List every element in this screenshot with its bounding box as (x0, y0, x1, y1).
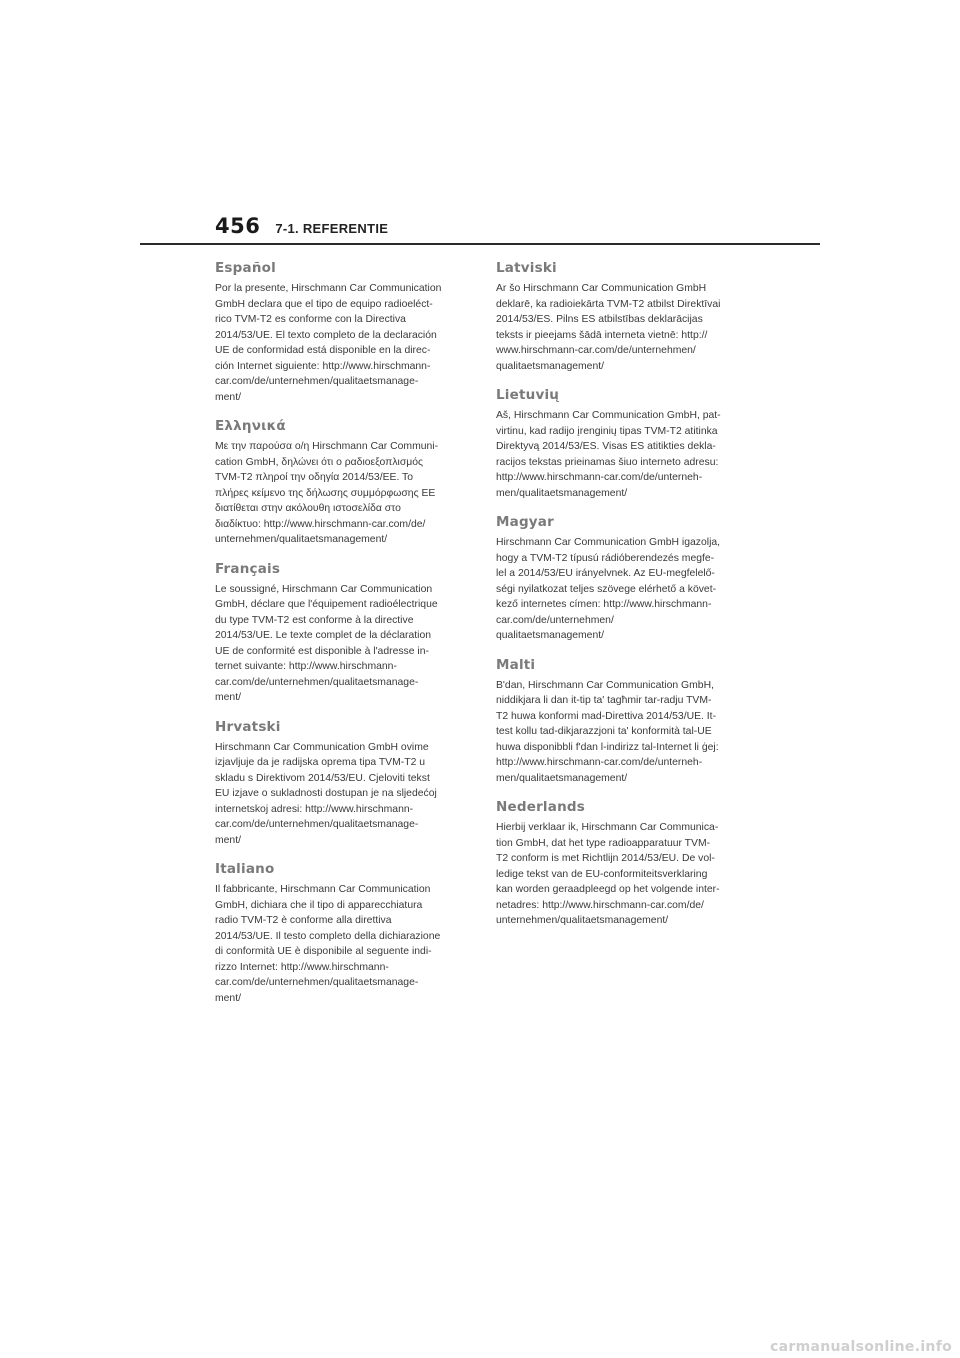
language-heading: Ελληνικά (215, 418, 286, 434)
left-column (215, 260, 465, 1019)
declaration-text: Με την παρούσα ο/η Hirschmann Car Communi- cation GmbH, δηλώνει ότι ο ραδιοεξοπλισμός TVM-T2 πληροί την οδηγία 2014/53/ΕΕ. Το πλήρες κείμενο της δήλωσης συμμόρφωσης ΕΕ διατίθεται στην ακόλουθη ιστοσελίδα στο διαδίκτυο: http://www.hirschmann-car.com/de/ unternehmen/qualitaetsmanagement/ (215, 441, 439, 545)
watermark: carmanualsonline.info (770, 1339, 952, 1355)
language-heading: Latviski (496, 260, 557, 276)
language-heading: Français (215, 560, 281, 577)
language-heading: Magyar (496, 514, 554, 530)
language-heading: Español (215, 260, 276, 276)
declaration-text: Hirschmann Car Communication GmbH ovime izjavljuje da je radijska oprema tipa TVM-T2 u skladu s Direktivom 2014/53/EU. Cjeloviti tekst EU izjave o sukladnosti dostupan je na sljedećoj internetskoj adresi: http://www.hirschmann- car.com/de/unternehmen/qualitaetsmanage- ment/ (215, 741, 437, 846)
language-block-mt (496, 657, 746, 787)
language-block-nl (496, 799, 746, 929)
language-block-hu (496, 514, 746, 644)
language-block-lt (496, 387, 746, 501)
language-heading: Italiano (215, 861, 275, 877)
right-column (496, 260, 746, 942)
language-block-it (215, 861, 465, 1006)
language-heading: Hrvatski (215, 718, 281, 735)
section-title: 7-1. REFERENTIE (275, 221, 389, 236)
language-heading: Nederlands (496, 799, 585, 815)
language-block-fr (215, 561, 465, 706)
declaration-text: Il fabbricante, Hirschmann Car Communication GmbH, dichiara che il tipo di apparecchiatura radio TVM-T2 è conforme alla direttiva 2014/53/UE. Il testo completo della dichiarazione di conformità UE è disponibile al seguente indi- rizzo Internet: http://www.hirschmann- car.com/de/unternehmen/qualitaetsmanage- ment/ (215, 884, 441, 1004)
declaration-text: Le soussigné, Hirschmann Car Communication GmbH, déclare que l'équipement radioélectrique du type TVM-T2 est conforme à la directive 2014/53/UE. Le texte complet de la déclaration UE de conformité est disponible à l'adresse in- ternet suivante: http://www.hirschmann- car.com/de/unternehmen/qualitaetsmanage- ment/ (215, 583, 438, 703)
language-heading: Lietuvių (496, 387, 560, 403)
declaration-text: Por la presente, Hirschmann Car Communication GmbH declara que el tipo de equipo radioeléct- rico TVM-T2 es conforme con la Directiva 2014/53/UE. El texto completo de la declaración UE de conformidad está disponible en la direc- ción Internet siguiente: http://www.hirschmann- car.com/de/unternehmen/qualitaetsmanage- ment/ (215, 283, 442, 403)
declaration-text: Hirschmann Car Communication GmbH igazolja, hogy a TVM-T2 típusú rádióberendezés megfe- lel a 2014/53/EU irányelvnek. Az EU-megfelelő- ségi nyilatkozat teljes szövege elérhető a követ- kező internetes címen: http://www.hirschmann- car.com/de/unternehmen/ qualitaetsmanagement/ (496, 537, 721, 641)
language-heading: Malti (496, 656, 536, 673)
language-block-el (215, 418, 465, 548)
language-block-es (215, 260, 465, 405)
declaration-text: B'dan, Hirschmann Car Communication GmbH, niddikjara li dan it-tip ta' tagħmir tar-radju TVM- T2 huwa konformi mad-Direttiva 2014/53/UE. It- test kollu tad-dikjarazzjoni ta' konformità tal-UE huwa disponibbli f'dan l-indirizz tal-Internet li ġej: http://www.hirschmann-car.com/de/unterneh- men/qualitaetsmanagement/ (496, 679, 719, 784)
header-divider (140, 243, 820, 245)
declaration-text: Hierbij verklaar ik, Hirschmann Car Communica- tion GmbH, dat het type radioapparatuur TVM- T2 conform is met Richtlijn 2014/53/EU. De vol- ledige tekst van de EU-conformiteitsverklaring kan worden geraadpleegd op het volgende inter- netadres: http://www.hirschmann-car.com/de/ unternehmen/qualitaetsmanagement/ (496, 822, 720, 926)
page-number: 456 (215, 214, 261, 238)
language-block-lv (496, 260, 746, 374)
declaration-text: Ar šo Hirschmann Car Communication GmbH deklarē, ka radioiekārta TVM-T2 atbilst Direktīvai 2014/53/ES. Pilns ES atbilstības deklarācijas teksts ir pieejams šādā interneta vietnē: http:// www.hirschmann-car.com/de/unternehmen/ qualitaetsmanagement/ (496, 283, 721, 372)
language-block-hr (215, 719, 465, 849)
declaration-text: Aš, Hirschmann Car Communication GmbH, pat- virtinu, kad radijo įrenginių tipas TVM-T2 atitinka Direktyvą 2014/53/ES. Visas ES atitikties dekla- racijos tekstas prieinamas šiuo interneto adresu: http://www.hirschmann-car.com/de/unterneh- men/qualitaetsmanagement/ (496, 410, 721, 499)
